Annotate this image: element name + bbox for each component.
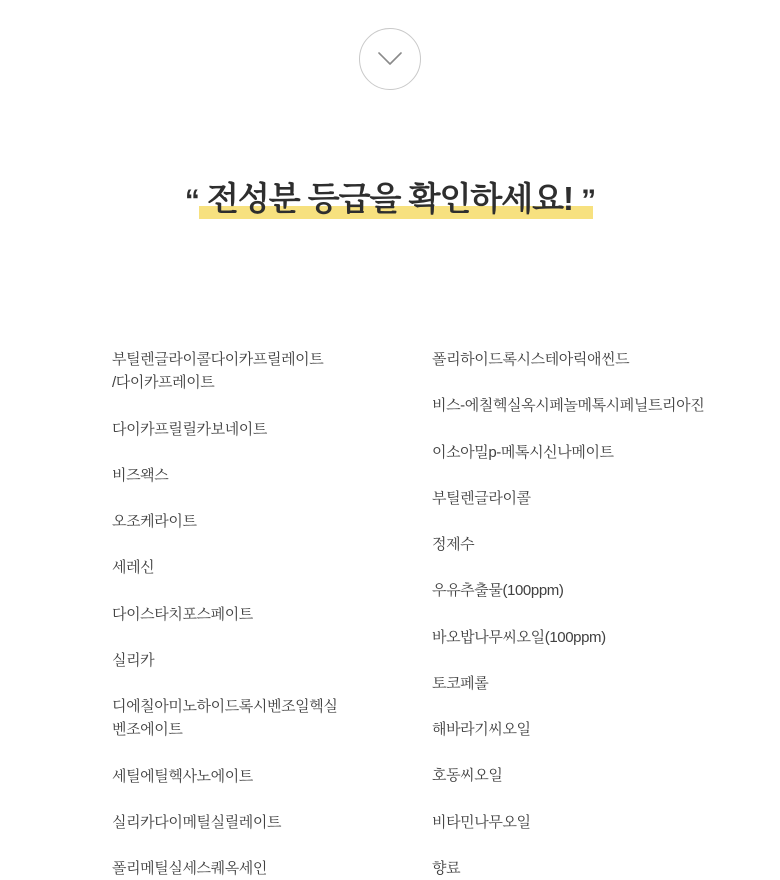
list-item: 오조케라이트: [112, 513, 197, 530]
list-item: 폴리하이드록시스테아릭애씬드: [432, 351, 630, 368]
list-item: 비스-에칠헥실옥시페놀메톡시페닐트리아진: [432, 397, 705, 415]
list-item: 부틸렌글라이콜: [432, 489, 531, 507]
list-item: 이소아밀p-메톡시신나메이트: [432, 443, 614, 461]
list-item: 실리카: [112, 651, 155, 669]
list-item: 비즈왝스: [112, 466, 169, 484]
open-quote: “: [184, 184, 199, 217]
ingredient-columns: [0, 348, 780, 880]
headline-content: [185, 180, 595, 217]
list-item: 부틸렌글라이콜다이카프릴레이트 /다이카프레이트: [112, 351, 324, 392]
list-item: 폴리메틸실세스퀘옥세인: [112, 860, 267, 877]
headline-text: 전성분 등급을 확인하세요!: [207, 180, 573, 217]
ingredient-list-left: [112, 348, 432, 880]
list-item: 세틸에틸헥사노에이트: [112, 767, 253, 785]
ingredient-list-right: [432, 348, 772, 880]
list-item: 다이카프릴릴카보네이트: [112, 420, 267, 438]
list-item: 디에칠아미노하이드록시벤조일헥실 벤조에이트: [112, 698, 338, 739]
list-item: 우유추출물(100ppm): [432, 582, 564, 600]
list-item: 토코페롤: [432, 674, 489, 692]
chevron-down-icon[interactable]: [359, 28, 421, 90]
list-item: 해바라기씨오일: [432, 721, 531, 738]
list-item: 바오밥나무씨오일(100ppm): [432, 628, 606, 646]
section-heading: [0, 178, 780, 220]
list-item: 정제수: [432, 536, 475, 553]
list-item: 향료: [432, 859, 461, 877]
list-item: 호동씨오일: [432, 767, 503, 785]
list-item: 비타민나무오일: [432, 813, 531, 831]
list-item: 다이스타치포스페이트: [112, 605, 253, 623]
list-item: 실리카다이메틸실릴레이트: [112, 813, 282, 831]
close-quote: ”: [581, 184, 596, 217]
headline: [181, 178, 599, 220]
scroll-indicator[interactable]: [0, 28, 780, 90]
list-item: 세레신: [112, 559, 155, 577]
